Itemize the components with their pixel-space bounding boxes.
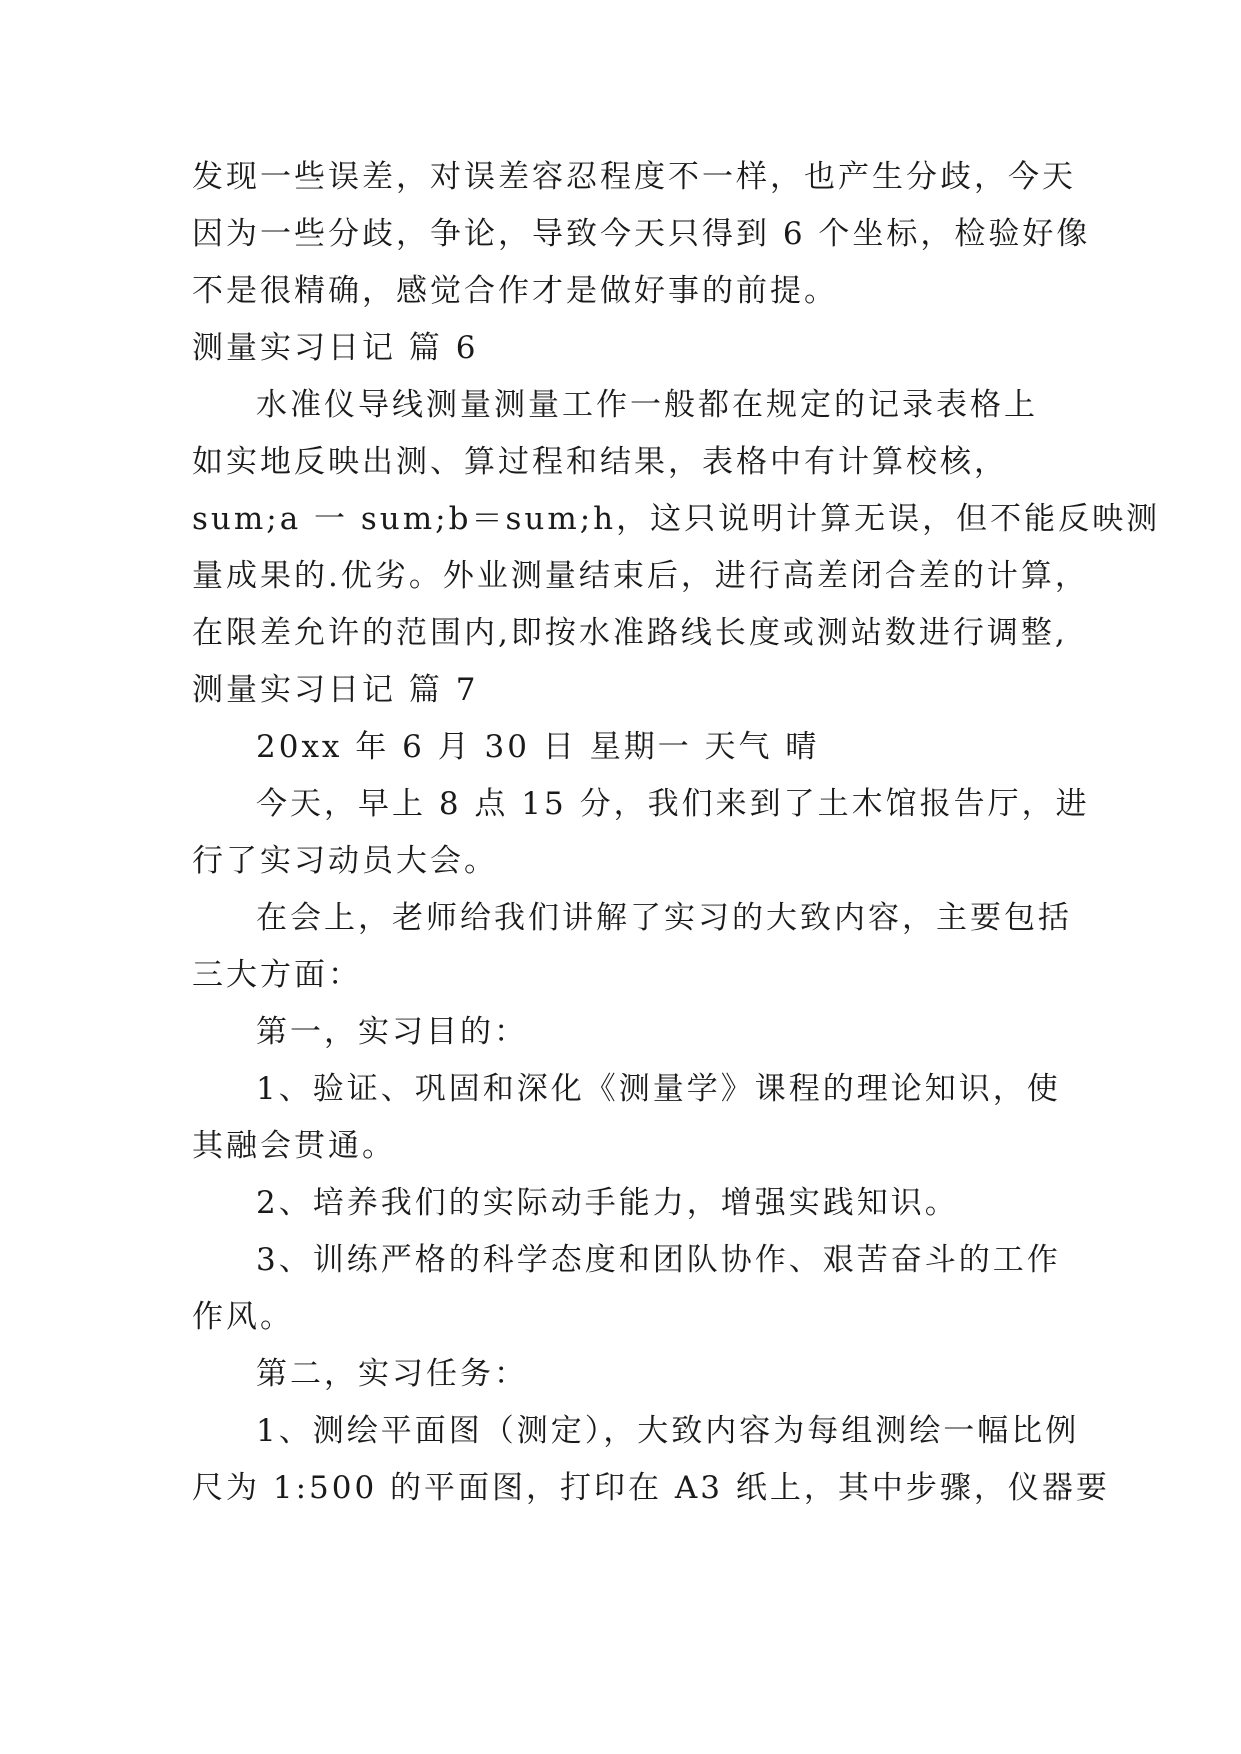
section-heading: 测量实习日记 篇 7 xyxy=(192,672,479,708)
text-line: 行了实习动员大会。 xyxy=(192,843,498,879)
text-line: 今天，早上 8 点 15 分，我们来到了土木馆报告厅，进 xyxy=(256,786,1090,822)
list-item: 1、验证、巩固和深化《测量学》课程的理论知识，使 xyxy=(256,1071,1061,1107)
list-item: 3、训练严格的科学态度和团队协作、艰苦奋斗的工作 xyxy=(256,1242,1061,1278)
text-line: 其融会贯通。 xyxy=(192,1128,396,1164)
list-item: 1、测绘平面图（测定），大致内容为每组测绘一幅比例 xyxy=(256,1413,1080,1449)
date-line: 20xx 年 6 月 30 日 星期一 天气 晴 xyxy=(256,729,820,765)
text-line: 量成果的.优劣。外业测量结束后，进行高差闭合差的计算， xyxy=(192,558,1089,594)
text-line: sum;a 一 sum;b＝sum;h，这只说明计算无误，但不能反映测 xyxy=(192,501,1161,537)
text-line: 第一，实习目的： xyxy=(256,1014,528,1050)
text-line: 不是很精确，感觉合作才是做好事的前提。 xyxy=(192,273,838,309)
text-line: 第二，实习任务： xyxy=(256,1356,528,1392)
section-heading: 测量实习日记 篇 6 xyxy=(192,330,479,366)
text-line: 如实地反映出测、算过程和结果，表格中有计算校核， xyxy=(192,444,1008,480)
text-line: 水准仪导线测量测量工作一般都在规定的记录表格上 xyxy=(256,387,1038,423)
text-line: 三大方面： xyxy=(192,957,362,993)
text-line: 作风。 xyxy=(192,1299,294,1335)
text-line: 发现一些误差，对误差容忍程度不一样，也产生分歧，今天 xyxy=(192,159,1076,195)
text-line: 因为一些分歧，争论，导致今天只得到 6 个坐标，检验好像 xyxy=(192,216,1091,252)
text-line: 在会上，老师给我们讲解了实习的大致内容，主要包括 xyxy=(256,900,1072,936)
text-line: 尺为 1:500 的平面图，打印在 A3 纸上，其中步骤，仪器要 xyxy=(192,1470,1110,1506)
text-line: 在限差允许的范围内,即按水准路线长度或测站数进行调整, xyxy=(192,615,1068,651)
list-item: 2、培养我们的实际动手能力，增强实践知识。 xyxy=(256,1185,959,1221)
